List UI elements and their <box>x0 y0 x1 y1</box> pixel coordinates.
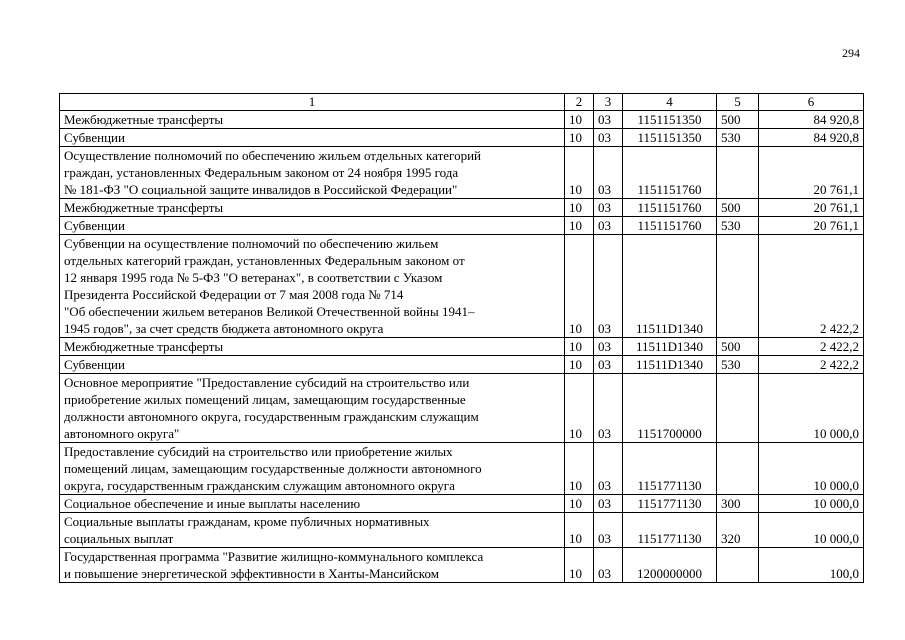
description-line: помещений лицам, замещающим государственные должности автономного <box>64 461 482 476</box>
header-cell: 5 <box>717 94 759 111</box>
expense-type-cell: 500 <box>717 338 759 356</box>
description-line: Социальные выплаты гражданам, кроме публичных нормативных <box>64 514 430 529</box>
subsection-code-cell: 03 <box>594 513 623 548</box>
section-code-cell: 10 <box>565 111 594 129</box>
section-code-cell: 10 <box>565 129 594 147</box>
target-article-cell: 1151771130 <box>623 495 717 513</box>
description-line: округа, государственным гражданским служащим автономного округа <box>64 478 455 493</box>
amount-cell: 20 761,1 <box>759 147 864 199</box>
section-code-cell: 10 <box>565 495 594 513</box>
expense-type-cell: 500 <box>717 111 759 129</box>
expense-type-cell: 530 <box>717 129 759 147</box>
target-article-cell: 1151151760 <box>623 217 717 235</box>
target-article-cell: 1151151760 <box>623 199 717 217</box>
subsection-code-cell: 03 <box>594 443 623 495</box>
description-line: и повышение энергетической эффективности в Ханты-Мансийском <box>64 566 439 581</box>
amount-cell: 10 000,0 <box>759 374 864 443</box>
amount-cell: 10 000,0 <box>759 443 864 495</box>
expense-type-cell <box>717 374 759 443</box>
amount-cell: 84 920,8 <box>759 111 864 129</box>
page-number: 294 <box>842 46 860 60</box>
subsection-code-cell: 03 <box>594 111 623 129</box>
description-line: Субвенции <box>64 357 125 372</box>
expense-type-cell: 530 <box>717 356 759 374</box>
description-cell <box>60 443 565 495</box>
expense-type-cell <box>717 147 759 199</box>
subsection-code-cell: 03 <box>594 147 623 199</box>
description-line: Межбюджетные трансферты <box>64 112 224 127</box>
description-cell <box>60 513 565 548</box>
section-code-cell: 10 <box>565 147 594 199</box>
amount-cell: 20 761,1 <box>759 217 864 235</box>
table-row <box>60 147 864 199</box>
expense-type-cell <box>717 443 759 495</box>
section-code-cell: 10 <box>565 217 594 235</box>
description-line: Социальное обеспечение и иные выплаты населению <box>64 496 361 511</box>
amount-cell: 20 761,1 <box>759 199 864 217</box>
table-row <box>60 443 864 495</box>
target-article-cell: 11511D1340 <box>623 338 717 356</box>
description-cell <box>60 235 565 338</box>
amount-cell: 100,0 <box>759 548 864 583</box>
expense-type-cell: 500 <box>717 199 759 217</box>
amount-cell: 10 000,0 <box>759 513 864 548</box>
description-cell <box>60 374 565 443</box>
description-line: Субвенции <box>64 130 125 145</box>
amount-cell: 10 000,0 <box>759 495 864 513</box>
section-code-cell: 10 <box>565 235 594 338</box>
table-row <box>60 338 864 356</box>
target-article-cell: 11511D1340 <box>623 356 717 374</box>
header-cell: 3 <box>594 94 623 111</box>
table-row <box>60 111 864 129</box>
description-line: Основное мероприятие "Предоставление субсидий на строительство или <box>64 375 470 390</box>
subsection-code-cell: 03 <box>594 548 623 583</box>
description-cell <box>60 129 565 147</box>
description-line: Межбюджетные трансферты <box>64 200 224 215</box>
expense-type-cell: 320 <box>717 513 759 548</box>
description-line: Предоставление субсидий на строительство или приобретение жилых <box>64 444 453 459</box>
amount-cell: 2 422,2 <box>759 235 864 338</box>
table-row <box>60 129 864 147</box>
description-line: приобретение жилых помещений лицам, замещающим государственные <box>64 392 466 407</box>
section-code-cell: 10 <box>565 513 594 548</box>
description-line: социальных выплат <box>64 531 174 546</box>
expense-type-cell: 530 <box>717 217 759 235</box>
table-row <box>60 199 864 217</box>
subsection-code-cell: 03 <box>594 495 623 513</box>
description-line: Субвенции <box>64 218 125 233</box>
target-article-cell: 1151771130 <box>623 443 717 495</box>
table-row <box>60 513 864 548</box>
section-code-cell: 10 <box>565 338 594 356</box>
description-cell <box>60 147 565 199</box>
budget-table <box>59 93 864 583</box>
section-code-cell: 10 <box>565 443 594 495</box>
subsection-code-cell: 03 <box>594 199 623 217</box>
amount-cell: 2 422,2 <box>759 338 864 356</box>
description-cell <box>60 338 565 356</box>
description-line: должности автономного округа, государственным гражданским служащим <box>64 409 479 424</box>
description-line: граждан, установленных Федеральным законом от 24 ноября 1995 года <box>64 165 459 180</box>
table-row <box>60 548 864 583</box>
target-article-cell: 1151151350 <box>623 129 717 147</box>
description-cell <box>60 548 565 583</box>
target-article-cell: 1151151760 <box>623 147 717 199</box>
description-line: Субвенции на осуществление полномочий по обеспечению жильем <box>64 236 439 251</box>
description-line: отдельных категорий граждан, установленных Федеральным законом от <box>64 253 465 268</box>
table-row <box>60 217 864 235</box>
section-code-cell: 10 <box>565 374 594 443</box>
expense-type-cell <box>717 548 759 583</box>
description-cell <box>60 356 565 374</box>
budget-table-body <box>60 94 864 583</box>
section-code-cell: 10 <box>565 199 594 217</box>
header-cell: 4 <box>623 94 717 111</box>
description-line: "Об обеспечении жильем ветеранов Великой Отечественной войны 1941– <box>64 304 475 319</box>
subsection-code-cell: 03 <box>594 338 623 356</box>
subsection-code-cell: 03 <box>594 235 623 338</box>
description-line: 1945 годов", за счет средств бюджета автономного округа <box>64 321 384 336</box>
section-code-cell: 10 <box>565 356 594 374</box>
subsection-code-cell: 03 <box>594 374 623 443</box>
table-row <box>60 495 864 513</box>
table-row <box>60 235 864 338</box>
target-article-cell: 1151700000 <box>623 374 717 443</box>
section-code-cell: 10 <box>565 548 594 583</box>
target-article-cell: 11511D1340 <box>623 235 717 338</box>
description-cell <box>60 199 565 217</box>
description-line: Осуществление полномочий по обеспечению жильем отдельных категорий <box>64 148 481 163</box>
description-line: Межбюджетные трансферты <box>64 339 224 354</box>
header-cell: 6 <box>759 94 864 111</box>
target-article-cell: 1200000000 <box>623 548 717 583</box>
target-article-cell: 1151771130 <box>623 513 717 548</box>
subsection-code-cell: 03 <box>594 356 623 374</box>
description-line: Государственная программа "Развитие жилищно-коммунального комплекса <box>64 549 484 564</box>
table-header-row <box>60 94 864 111</box>
table-row <box>60 374 864 443</box>
description-cell <box>60 217 565 235</box>
target-article-cell: 1151151350 <box>623 111 717 129</box>
description-line: 12 января 1995 года № 5-ФЗ "О ветеранах", в соответствии с Указом <box>64 270 443 285</box>
description-cell <box>60 111 565 129</box>
expense-type-cell: 300 <box>717 495 759 513</box>
table-row <box>60 356 864 374</box>
description-line: автономного округа" <box>64 426 180 441</box>
header-cell: 2 <box>565 94 594 111</box>
amount-cell: 2 422,2 <box>759 356 864 374</box>
amount-cell: 84 920,8 <box>759 129 864 147</box>
description-line: № 181-ФЗ "О социальной защите инвалидов в Российской Федерации" <box>64 182 458 197</box>
subsection-code-cell: 03 <box>594 129 623 147</box>
description-line: Президента Российской Федерации от 7 мая 2008 года № 714 <box>64 287 404 302</box>
description-cell <box>60 495 565 513</box>
expense-type-cell <box>717 235 759 338</box>
subsection-code-cell: 03 <box>594 217 623 235</box>
header-cell: 1 <box>60 94 565 111</box>
